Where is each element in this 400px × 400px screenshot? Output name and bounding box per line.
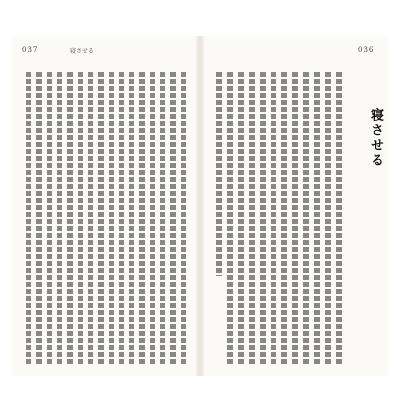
text-column-placeholder — [67, 72, 72, 364]
text-column-placeholder — [325, 72, 331, 364]
left-page-text-columns — [26, 72, 186, 364]
text-column-placeholder — [292, 72, 298, 364]
right-page-text-columns — [216, 72, 342, 364]
text-column-placeholder — [249, 72, 255, 364]
text-column-placeholder — [260, 72, 266, 364]
text-column-placeholder — [227, 72, 233, 364]
text-column-placeholder — [281, 72, 287, 364]
text-column-placeholder — [47, 72, 52, 364]
text-column-placeholder — [57, 72, 62, 364]
running-head: 寝させる — [70, 48, 95, 55]
page-number-right: 036 — [358, 46, 375, 54]
text-column-placeholder — [170, 72, 175, 364]
text-column-placeholder — [216, 72, 222, 276]
page-number-left: 037 — [22, 46, 39, 54]
text-column-placeholder — [26, 72, 31, 364]
text-column-placeholder — [150, 72, 155, 364]
text-column-placeholder — [88, 72, 93, 364]
text-column-placeholder — [303, 72, 309, 364]
text-column-placeholder — [314, 72, 320, 364]
text-column-placeholder — [78, 72, 83, 364]
section-heading: 寝させる — [368, 108, 383, 168]
text-column-placeholder — [181, 72, 186, 364]
text-column-placeholder — [271, 72, 277, 364]
text-column-placeholder — [139, 72, 144, 364]
text-column-placeholder — [98, 72, 103, 364]
text-column-placeholder — [119, 72, 124, 364]
text-column-placeholder — [238, 72, 244, 364]
text-column-placeholder — [109, 72, 114, 364]
text-column-placeholder — [160, 72, 165, 364]
text-column-placeholder — [336, 72, 342, 364]
book-gutter — [196, 36, 204, 376]
text-column-placeholder — [129, 72, 134, 364]
text-column-placeholder — [36, 72, 41, 364]
